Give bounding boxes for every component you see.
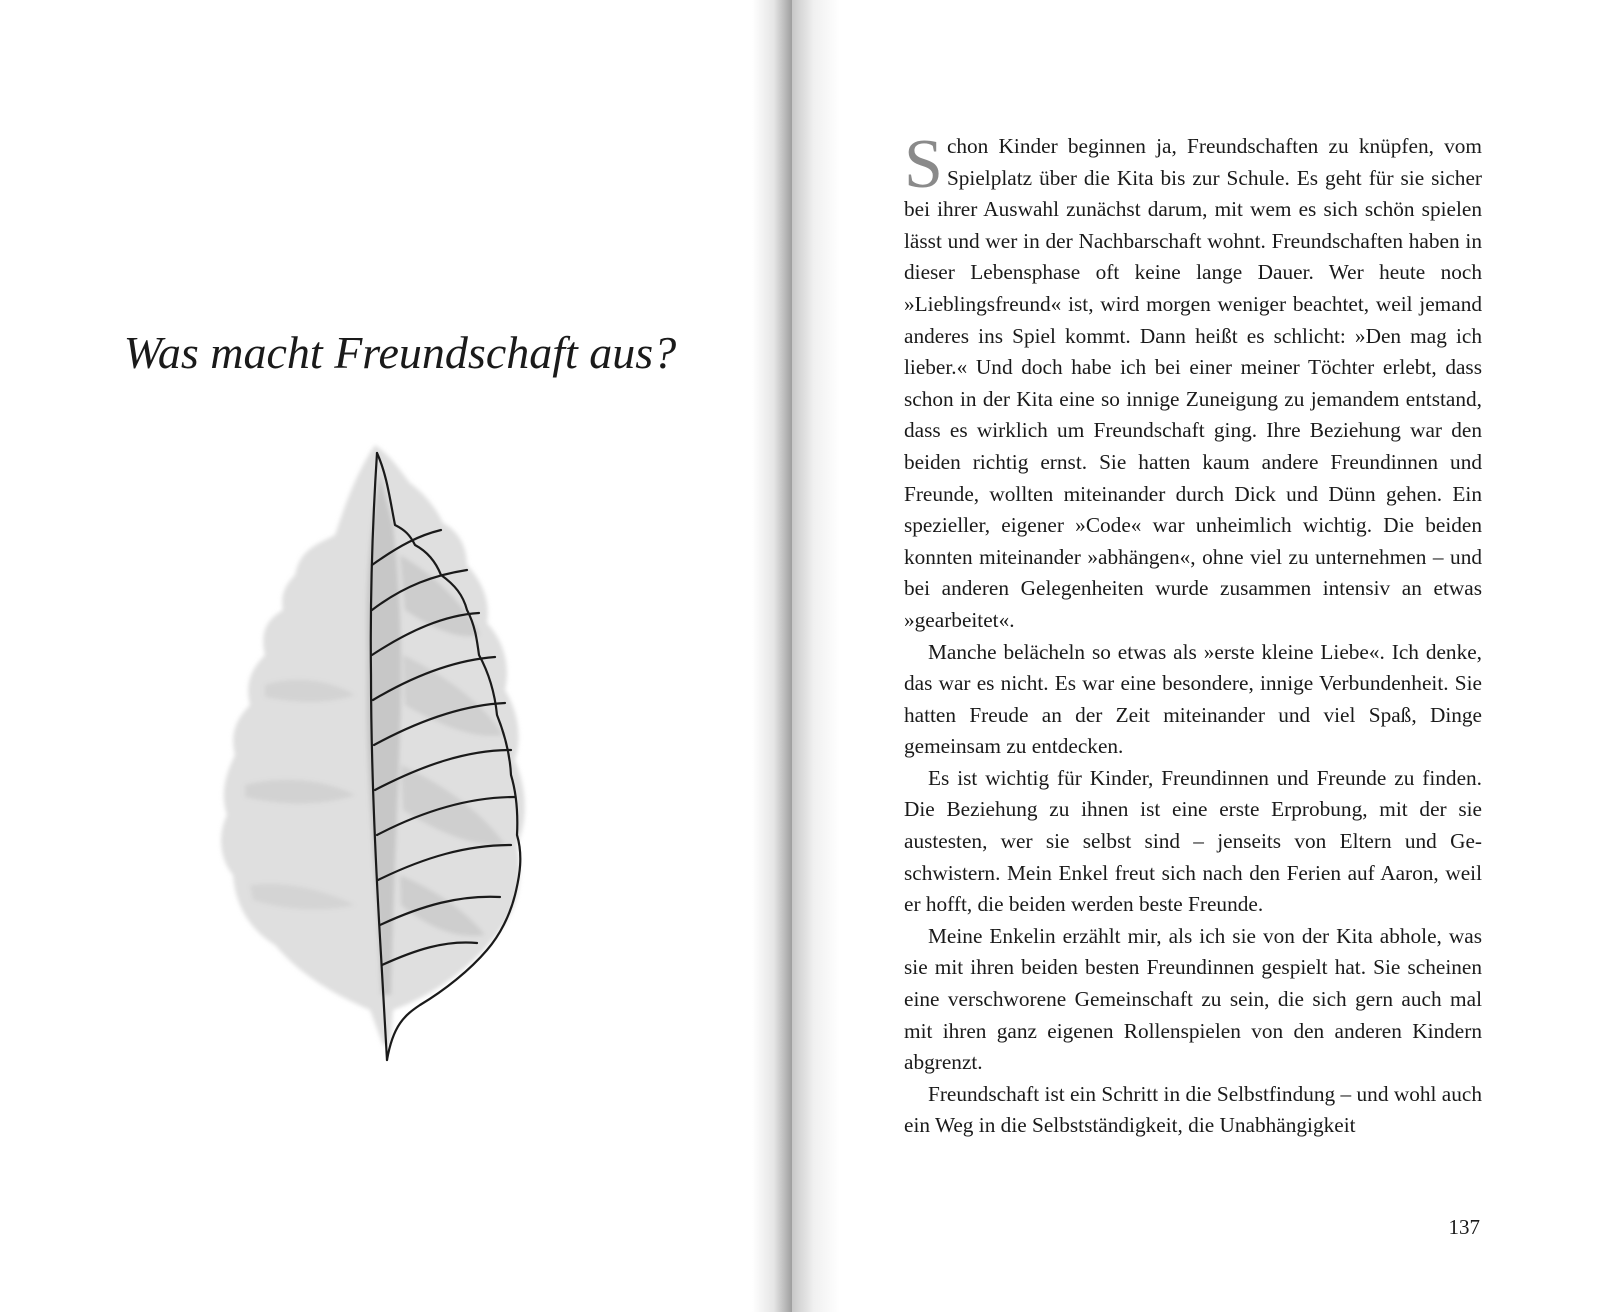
drop-cap: S xyxy=(904,126,943,203)
paragraph: Freundschaft ist ein Schritt in die Selbstfindung – und wohl auch ein Weg in die Selbstständigkeit, die Unabhängigkeit xyxy=(904,1081,1482,1138)
leaf-watercolor-icon xyxy=(205,435,565,1095)
body-text xyxy=(904,126,1482,1142)
paragraph xyxy=(904,126,1482,637)
paragraph: Meine Enkelin erzählt mir, als ich sie von der Kita abhole, was sie mit ihren beiden besten Freundinnen gespielt hat. Sie scheinen eine verschworene Gemeinschaft zu sein, die sich gern auch mal mit ihren ganz eigenen Rollenspielen von den anderen Kindern abgrenzt. xyxy=(904,923,1482,1075)
gutter-shadow-right xyxy=(792,0,840,1312)
paragraph: Manche belächeln so etwas als »erste kleine Liebe«. Ich denke, das war es nicht. Es war eine besondere, innige Verbundenheit. Sie hatten Freude an der Zeit miteinander und viel Spaß, Dinge gemeinsam zu entdecken. xyxy=(904,639,1482,759)
paragraph: Es ist wichtig für Kinder, Freundinnen und Freunde zu finden. Die Beziehung zu ihnen ist eine erste Erprobung, mit der sie austesten, wer sie selbst sind – jenseits von Eltern und Geschwistern. Mein Enkel freut sich nach den Ferien auf Aaron, weil er hofft, die beiden werden beste Freunde. xyxy=(904,765,1482,917)
paragraph-text: chon Kinder beginnen ja, Freundschaften zu knüpfen, vom Spielplatz über die Kita bis zur Schule. Es geht für sie sicher bei ihrer Auswahl zunächst darum, mit wem es sich schön spielen lässt und wer in der Nachbarschaft wohnt. Freundschaften haben in dieser Lebensphase oft keine lange Dauer. Wer heute noch »Lieblingsfreund« ist, wird morgen weniger beachtet, weil jemand anderes ins Spiel kommt. Dann heißt es schlicht: »Den mag ich lieber.« Und doch habe ich bei einer meiner Töchter erlebt, dass schon in der Kita eine so innige Zuneigung zu jemandem entstand, dass es wirklich um Freundschaft ging. Ihre Beziehung war den beiden richtig ernst. Sie hatten kaum andere Freundinnen und Freunde, wollten miteinander durch Dick und Dünn gehen. Ein spezieller, eigener »Code« war unheimlich wichtig. Die beiden konnten miteinander »abhängen«, ohne viel zu unternehmen – und bei anderen Gelegenheiten wurde zusammen intensiv an etwas »gearbeitet«. xyxy=(904,134,1482,632)
chapter-title: Was macht Freundschaft aus? xyxy=(123,327,677,378)
gutter-shadow-left xyxy=(752,0,792,1312)
page-number: 137 xyxy=(1448,1215,1480,1239)
left-page xyxy=(0,0,786,1312)
